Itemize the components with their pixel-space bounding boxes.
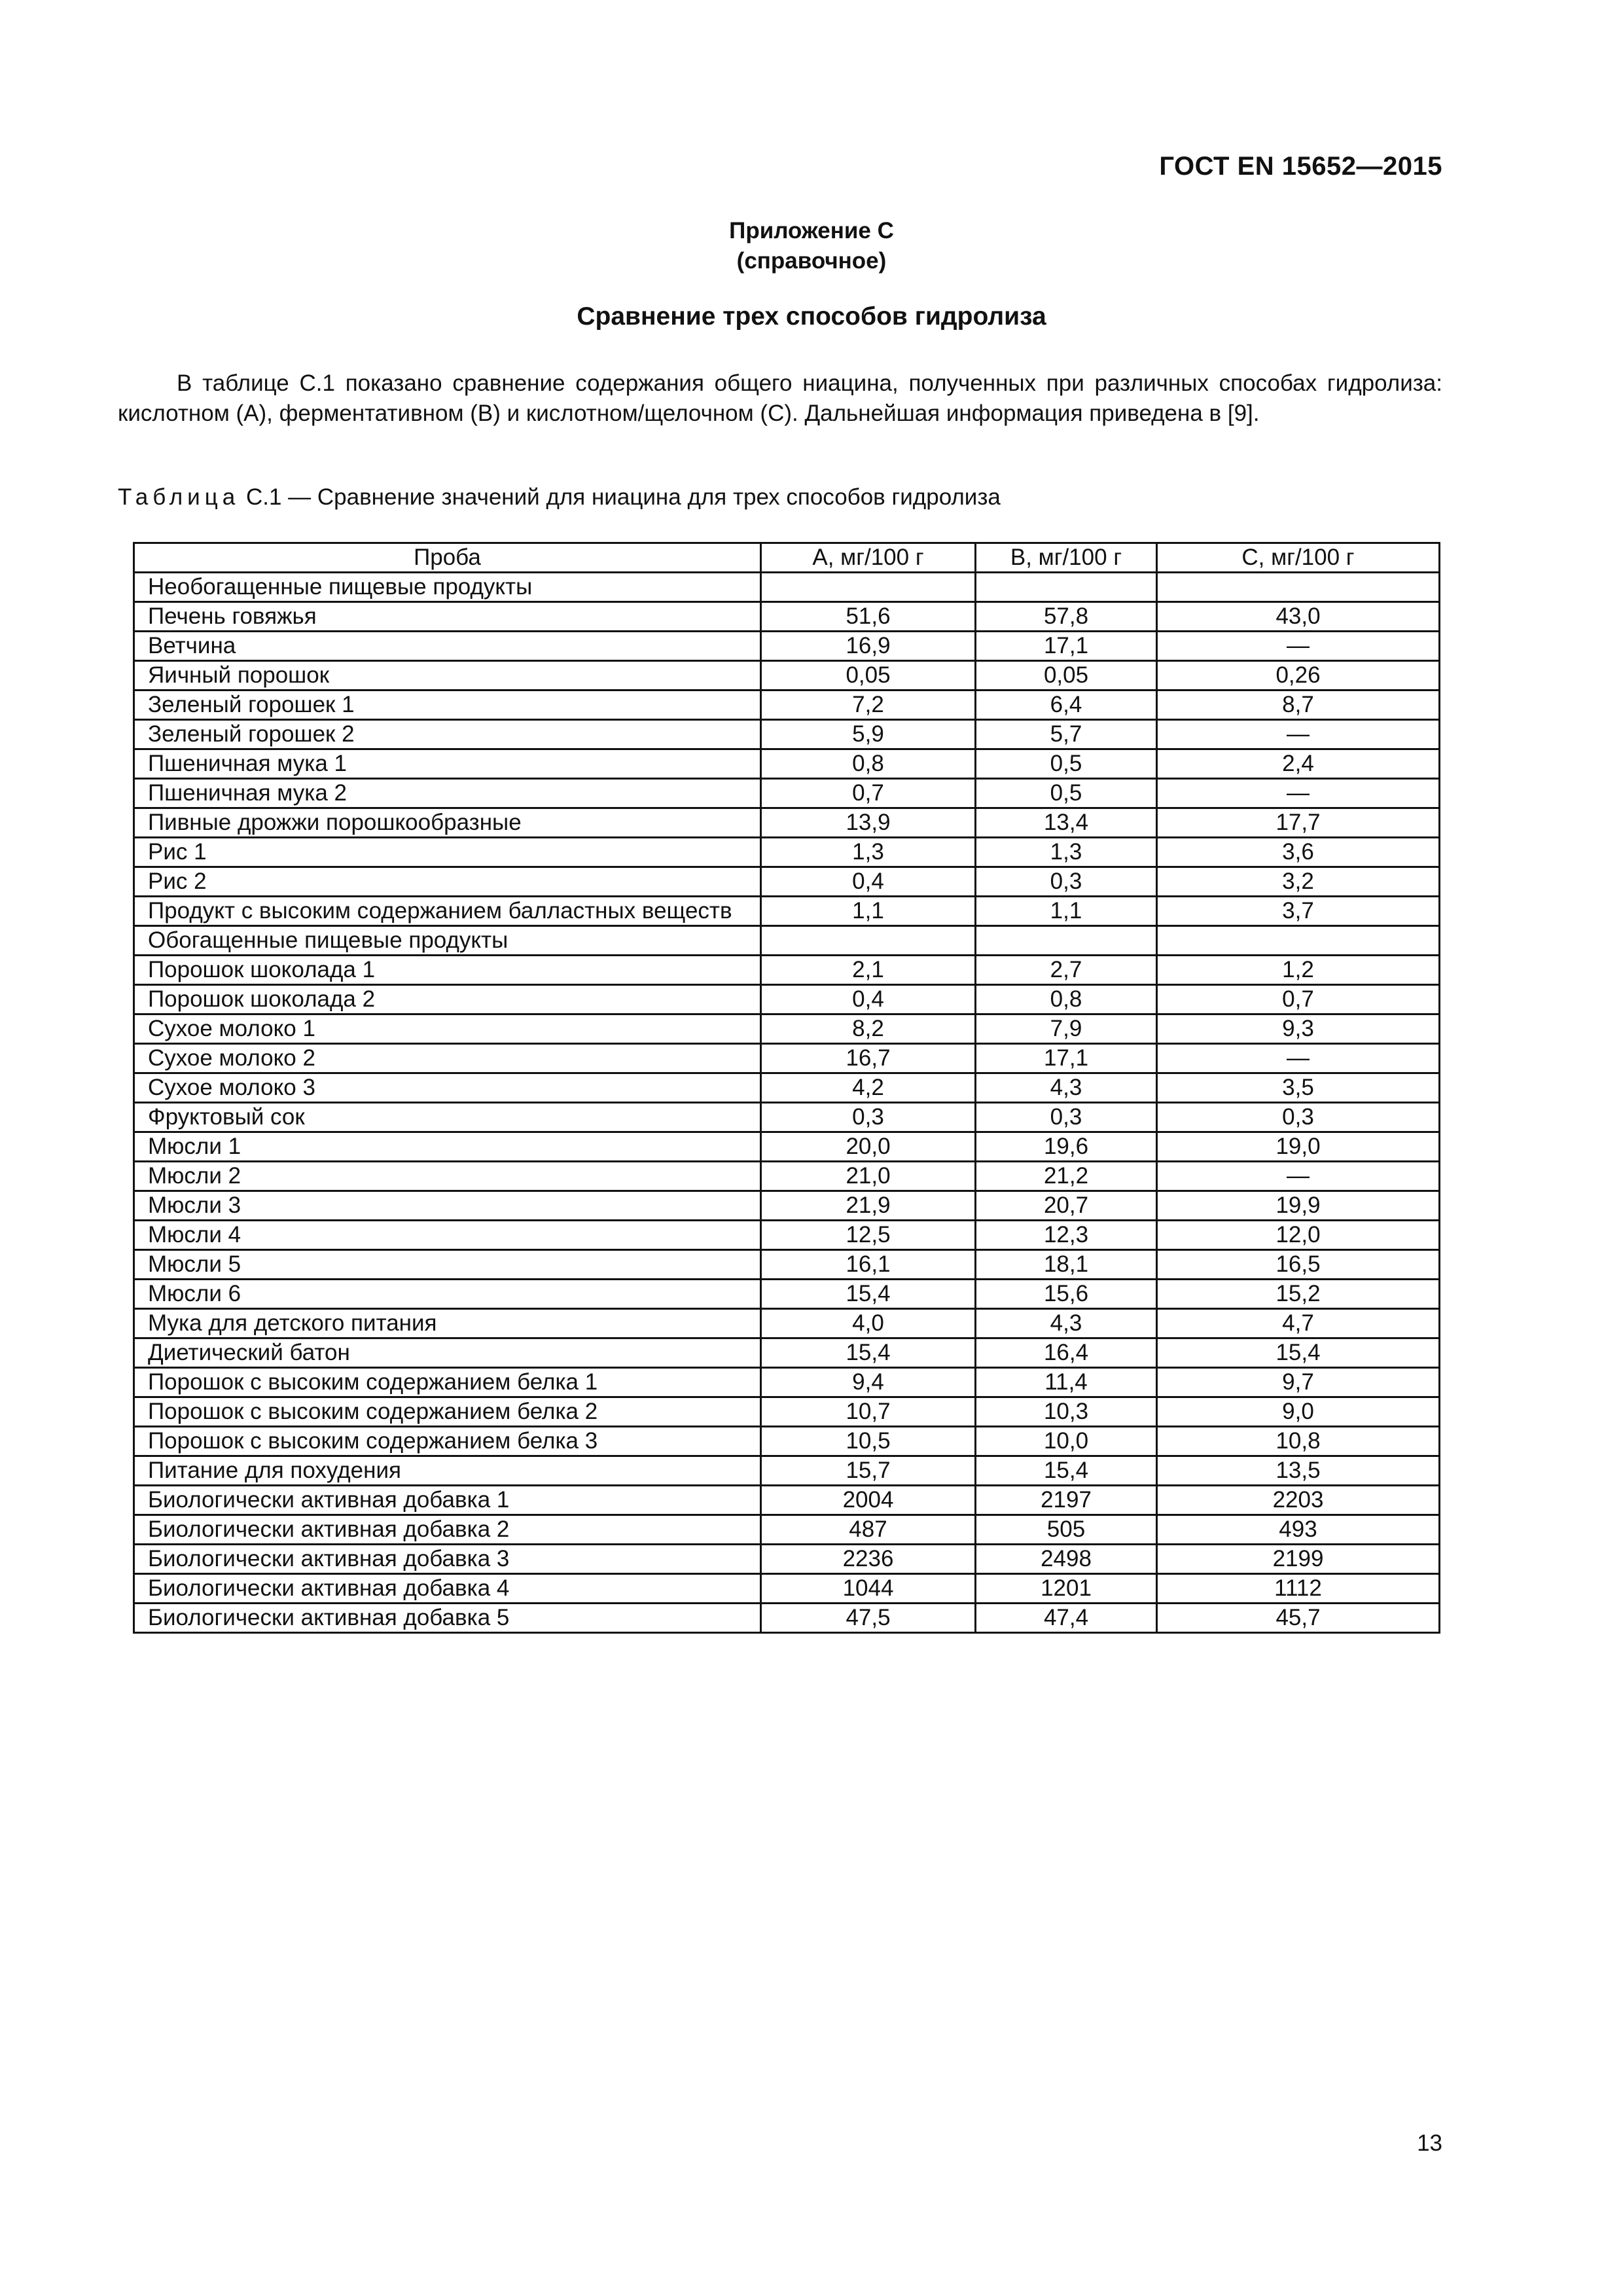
sample-name-cell: Порошок с высоким содержанием белка 1 [134,1368,761,1397]
sample-name-cell: Фруктовый сок [134,1103,761,1132]
table-row [134,720,1440,749]
value-cell: 2199 [1157,1545,1440,1574]
sample-name-cell: Рис 1 [134,838,761,867]
table-row [134,1604,1440,1633]
table-row [134,1368,1440,1397]
value-cell: 8,7 [1157,691,1440,720]
section-title: Сравнение трех способов гидролиза [577,302,1046,331]
table-row [134,1427,1440,1456]
value-cell: 17,1 [976,632,1157,661]
sample-name-cell: Продукт с высоким содержанием балластных веществ [134,897,761,926]
appendix-status: (справочное) [736,248,887,274]
table-caption-label: Таблица [118,484,240,510]
value-cell: 47,5 [761,1604,976,1633]
value-cell: 1,3 [761,838,976,867]
sample-name-cell: Питание для похудения [134,1456,761,1486]
value-cell: 493 [1157,1515,1440,1545]
value-cell: 19,6 [976,1132,1157,1162]
sample-name-cell: Сухое молоко 1 [134,1014,761,1044]
value-cell: 19,9 [1157,1191,1440,1221]
table-row [134,808,1440,838]
sample-name-cell: Яичный порошок [134,661,761,691]
niacin-comparison-table [133,542,1440,1634]
sample-name-cell: Порошок шоколада 2 [134,985,761,1014]
value-cell [1157,926,1440,956]
table-row [134,632,1440,661]
value-cell: — [1157,720,1440,749]
value-cell: 1112 [1157,1574,1440,1604]
sample-name-cell: Мюсли 4 [134,1221,761,1250]
intro-paragraph: В таблице C.1 показано сравнение содержания общего ниацина, полученных при различных способах гидролиза: кислотном (А), ферментативном (В) и кислотном/щелочном (С). Дальнейшая информация приведена в [9]. [118,370,1442,426]
appendix-title: Приложение C [729,218,894,243]
sample-name-cell: Необогащенные пищевые продукты [134,573,761,602]
table-header-row [134,543,1440,573]
value-cell: 0,8 [976,985,1157,1014]
sample-name-cell: Диетический батон [134,1338,761,1368]
sample-name-cell: Порошок с высоким содержанием белка 3 [134,1427,761,1456]
table-row [134,1014,1440,1044]
value-cell: 0,4 [761,985,976,1014]
sample-name-cell: Обогащенные пищевые продукты [134,926,761,956]
sample-name-cell: Пшеничная мука 1 [134,749,761,779]
value-cell: 0,3 [761,1103,976,1132]
sample-name-cell: Порошок с высоким содержанием белка 2 [134,1397,761,1427]
appendix-heading [0,216,1623,276]
value-cell: — [1157,632,1440,661]
sample-name-cell: Пшеничная мука 2 [134,779,761,808]
value-cell: 47,4 [976,1604,1157,1633]
value-cell: 0,3 [976,867,1157,897]
value-cell: 21,0 [761,1162,976,1191]
value-cell: 7,9 [976,1014,1157,1044]
table-row [134,691,1440,720]
value-cell: 15,4 [1157,1338,1440,1368]
table-row [134,1338,1440,1368]
value-cell: 21,9 [761,1191,976,1221]
table-row [134,1191,1440,1221]
value-cell: 0,5 [976,779,1157,808]
value-cell: 0,7 [1157,985,1440,1014]
value-cell: 16,5 [1157,1250,1440,1280]
value-cell: 0,7 [761,779,976,808]
value-cell: 8,2 [761,1014,976,1044]
table-row [134,897,1440,926]
value-cell: 11,4 [976,1368,1157,1397]
value-cell: 1044 [761,1574,976,1604]
sample-name-cell: Биологически активная добавка 3 [134,1545,761,1574]
value-cell: 57,8 [976,602,1157,632]
value-cell: 0,5 [976,749,1157,779]
value-cell: 3,6 [1157,838,1440,867]
sample-name-cell: Мюсли 5 [134,1250,761,1280]
table-row [134,1486,1440,1515]
value-cell: 3,5 [1157,1073,1440,1103]
table-row [134,926,1440,956]
table-row [134,1103,1440,1132]
value-cell: 505 [976,1515,1157,1545]
value-cell: 15,4 [976,1456,1157,1486]
value-cell: 20,7 [976,1191,1157,1221]
value-cell [1157,573,1440,602]
value-cell: 5,9 [761,720,976,749]
sample-name-cell: Мюсли 1 [134,1132,761,1162]
value-cell: 45,7 [1157,1604,1440,1633]
value-cell: 2004 [761,1486,976,1515]
table-row [134,1132,1440,1162]
sample-name-cell: Биологически активная добавка 2 [134,1515,761,1545]
value-cell: 16,1 [761,1250,976,1280]
value-cell: 12,0 [1157,1221,1440,1250]
table-row [134,838,1440,867]
table-row [134,573,1440,602]
table-row [134,985,1440,1014]
table-row [134,1456,1440,1486]
value-cell: 13,9 [761,808,976,838]
value-cell: 12,3 [976,1221,1157,1250]
table-row [134,1545,1440,1574]
table-caption-text: C.1 — Сравнение значений для ниацина для трех способов гидролиза [240,484,1001,510]
page-number: 13 [1417,2130,1442,2156]
document-code: ГОСТ EN 15652—2015 [1159,152,1442,181]
table-row [134,661,1440,691]
sample-name-cell: Порошок шоколада 1 [134,956,761,985]
value-cell [761,926,976,956]
sample-name-cell: Сухое молоко 3 [134,1073,761,1103]
sample-name-cell: Зеленый горошек 2 [134,720,761,749]
value-cell: 1,1 [761,897,976,926]
value-cell: 0,8 [761,749,976,779]
value-cell: 4,0 [761,1309,976,1338]
sample-name-cell: Ветчина [134,632,761,661]
value-cell: 1,2 [1157,956,1440,985]
sample-name-cell: Мюсли 3 [134,1191,761,1221]
table-row [134,1515,1440,1545]
value-cell: 0,3 [976,1103,1157,1132]
value-cell: 4,7 [1157,1309,1440,1338]
value-cell: 7,2 [761,691,976,720]
sample-name-cell: Рис 2 [134,867,761,897]
value-cell: 6,4 [976,691,1157,720]
value-cell: 21,2 [976,1162,1157,1191]
table-row [134,1221,1440,1250]
value-cell: 18,1 [976,1250,1157,1280]
column-header: С, мг/100 г [1157,543,1440,573]
value-cell: 15,6 [976,1280,1157,1309]
table-row [134,1162,1440,1191]
value-cell: 20,0 [761,1132,976,1162]
table-row [134,956,1440,985]
value-cell: 487 [761,1515,976,1545]
value-cell: 1,3 [976,838,1157,867]
value-cell: 0,05 [976,661,1157,691]
value-cell: — [1157,1044,1440,1073]
sample-name-cell: Зеленый горошек 1 [134,691,761,720]
value-cell: 1,1 [976,897,1157,926]
value-cell: 13,5 [1157,1456,1440,1486]
value-cell: 0,05 [761,661,976,691]
value-cell: 9,0 [1157,1397,1440,1427]
sample-name-cell: Пивные дрожжи порошкообразные [134,808,761,838]
value-cell: 16,9 [761,632,976,661]
table-row [134,1073,1440,1103]
table-row [134,867,1440,897]
sample-name-cell: Мюсли 6 [134,1280,761,1309]
value-cell: 10,7 [761,1397,976,1427]
table-row [134,1280,1440,1309]
column-header: Проба [134,543,761,573]
value-cell: 9,7 [1157,1368,1440,1397]
value-cell: 15,4 [761,1280,976,1309]
sample-name-cell: Биологически активная добавка 1 [134,1486,761,1515]
value-cell: 2,7 [976,956,1157,985]
value-cell: 2203 [1157,1486,1440,1515]
value-cell: 10,3 [976,1397,1157,1427]
value-cell: 4,2 [761,1073,976,1103]
value-cell: 5,7 [976,720,1157,749]
table-row [134,1044,1440,1073]
column-header: В, мг/100 г [976,543,1157,573]
sample-name-cell: Печень говяжья [134,602,761,632]
value-cell: — [1157,1162,1440,1191]
table-row [134,1309,1440,1338]
sample-name-cell: Биологически активная добавка 4 [134,1574,761,1604]
table-row [134,779,1440,808]
sample-name-cell: Мука для детского питания [134,1309,761,1338]
value-cell: 9,4 [761,1368,976,1397]
sample-name-cell: Мюсли 2 [134,1162,761,1191]
table-row [134,602,1440,632]
value-cell: 16,7 [761,1044,976,1073]
value-cell: 4,3 [976,1073,1157,1103]
value-cell: 15,4 [761,1338,976,1368]
value-cell [976,926,1157,956]
table-row [134,1250,1440,1280]
table-caption [118,484,1001,511]
value-cell: 0,26 [1157,661,1440,691]
value-cell: 0,3 [1157,1103,1440,1132]
value-cell [976,573,1157,602]
value-cell: 2,4 [1157,749,1440,779]
value-cell: 2236 [761,1545,976,1574]
sample-name-cell: Сухое молоко 2 [134,1044,761,1073]
value-cell: 2197 [976,1486,1157,1515]
value-cell: 10,8 [1157,1427,1440,1456]
value-cell: 15,7 [761,1456,976,1486]
value-cell: 13,4 [976,808,1157,838]
value-cell: 17,1 [976,1044,1157,1073]
value-cell: 1201 [976,1574,1157,1604]
value-cell: 16,4 [976,1338,1157,1368]
value-cell: 9,3 [1157,1014,1440,1044]
value-cell [761,573,976,602]
value-cell: 3,2 [1157,867,1440,897]
value-cell: 10,5 [761,1427,976,1456]
value-cell: 0,4 [761,867,976,897]
value-cell: 10,0 [976,1427,1157,1456]
table-row [134,1397,1440,1427]
value-cell: 2498 [976,1545,1157,1574]
column-header: А, мг/100 г [761,543,976,573]
value-cell: 17,7 [1157,808,1440,838]
value-cell: 19,0 [1157,1132,1440,1162]
value-cell: 43,0 [1157,602,1440,632]
value-cell: 2,1 [761,956,976,985]
value-cell: 4,3 [976,1309,1157,1338]
table-body [134,573,1440,1633]
value-cell: — [1157,779,1440,808]
sample-name-cell: Биологически активная добавка 5 [134,1604,761,1633]
value-cell: 3,7 [1157,897,1440,926]
table-row [134,1574,1440,1604]
value-cell: 12,5 [761,1221,976,1250]
table-row [134,749,1440,779]
value-cell: 51,6 [761,602,976,632]
value-cell: 15,2 [1157,1280,1440,1309]
